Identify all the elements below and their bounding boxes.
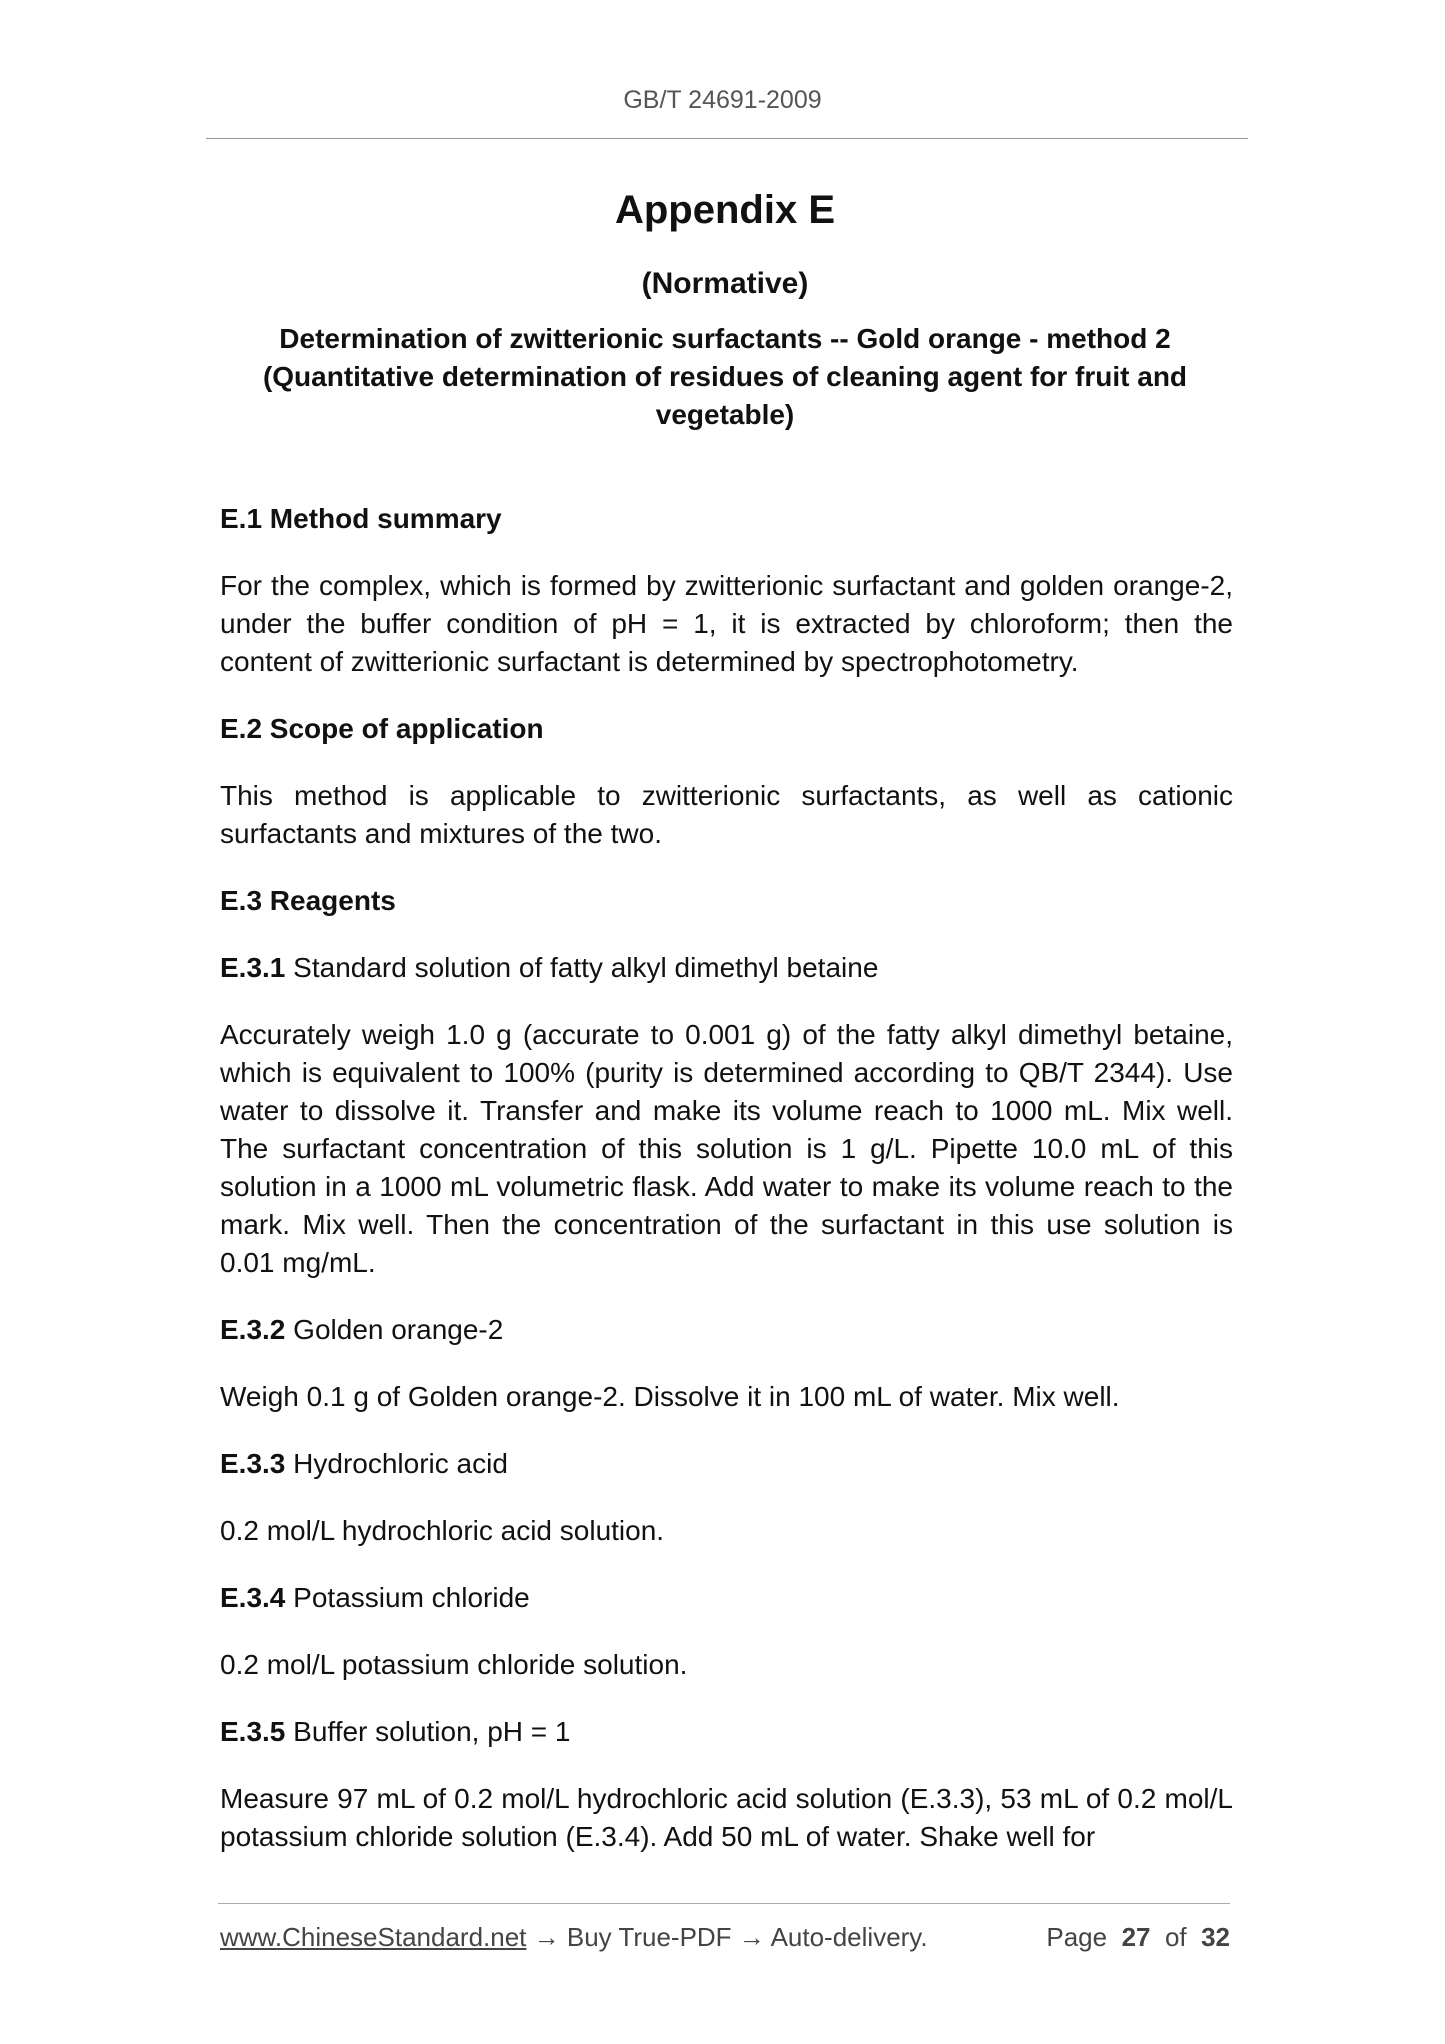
footer-promo-text: → Buy True-PDF → Auto-delivery. (526, 1922, 928, 1952)
subsection-e32-heading (220, 1311, 1233, 1349)
subsection-e31-heading (220, 949, 1233, 987)
subsection-e31-text: Accurately weigh 1.0 g (accurate to 0.001 g) of the fatty alkyl dimethyl betaine, which is equivalent to 100% (purity is determined according to QB/T 2344). Use water to dissolve it. Transfer and make its volume reach to 1000 mL. Mix well. The surfactant concentration of this solution is 1 g/L. Pipette 10.0 mL of this solution in a 1000 mL volumetric flask. Add water to make its volume reach to the mark. Mix well. Then the concentration of the surfactant in this use solution is 0.01 mg/mL. (220, 1019, 1233, 1278)
website-link[interactable]: www.ChineseStandard.net (220, 1922, 527, 1952)
appendix-subtitle (220, 320, 1230, 434)
subtitle-line-1: Determination of zwitterionic surfactants -- Gold orange - method 2 (279, 323, 1171, 354)
section-e2-heading: E.2 Scope of application (220, 713, 544, 744)
page-number: 27 (1121, 1922, 1151, 1952)
subsection-e34-number: E.3.4 (220, 1582, 286, 1613)
subsection-e35-number: E.3.5 (220, 1716, 286, 1747)
subsection-e31-title: Standard solution of fatty alkyl dimethyl betaine (285, 952, 879, 983)
section-e1-heading: E.1 Method summary (220, 503, 502, 534)
page-indicator (1046, 1922, 1230, 1953)
subsection-e32-title: Golden orange-2 (285, 1314, 504, 1345)
subsection-e35-text: Measure 97 mL of 0.2 mol/L hydrochloric acid solution (E.3.3), 53 mL of 0.2 mol/L potassium chloride solution (E.3.4). Add 50 mL of water. Shake well for (220, 1783, 1233, 1852)
section-e2-text: This method is applicable to zwitterionic surfactants, as well as cationic surfactants and mixtures of the two. (220, 780, 1233, 849)
page-header: GB/T 24691-2009 (623, 86, 822, 114)
subsection-e32-number: E.3.2 (220, 1314, 286, 1345)
section-e3-heading: E.3 Reagents (220, 885, 396, 916)
subsection-e34-title: Potassium chloride (285, 1582, 530, 1613)
page-label: Page (1046, 1922, 1108, 1952)
page-total: 32 (1201, 1922, 1230, 1952)
footer-promo (220, 1922, 928, 1953)
title-block (220, 180, 1230, 434)
subsection-e34-heading (220, 1579, 1233, 1617)
subsection-e33-heading (220, 1445, 1233, 1483)
appendix-title: Appendix E (614, 188, 836, 232)
subsection-e35-title: Buffer solution, pH = 1 (285, 1716, 571, 1747)
subsection-e34-text: 0.2 mol/L potassium chloride solution. (220, 1649, 688, 1680)
subsection-e31-number: E.3.1 (220, 952, 286, 983)
subtitle-line-3: vegetable) (655, 399, 795, 430)
document-body (220, 500, 1233, 1856)
footer-divider (218, 1903, 1230, 1904)
normative-label: (Normative) (641, 267, 809, 300)
of-label: of (1164, 1922, 1187, 1952)
section-e1-text: For the complex, which is formed by zwitterionic surfactant and golden orange-2, under the buffer condition of pH = 1, it is extracted by chloroform; then the content of zwitterionic surfactant is determined by spectrophotometry. (220, 570, 1233, 677)
subsection-e33-text: 0.2 mol/L hydrochloric acid solution. (220, 1515, 665, 1546)
subtitle-line-2: (Quantitative determination of residues of cleaning agent for fruit and (262, 361, 1188, 392)
subsection-e33-title: Hydrochloric acid (285, 1448, 508, 1479)
subsection-e33-number: E.3.3 (220, 1448, 286, 1479)
header-divider (206, 138, 1248, 139)
subsection-e35-heading (220, 1713, 1233, 1751)
subsection-e32-text: Weigh 0.1 g of Golden orange-2. Dissolve it in 100 mL of water. Mix well. (220, 1381, 1120, 1412)
